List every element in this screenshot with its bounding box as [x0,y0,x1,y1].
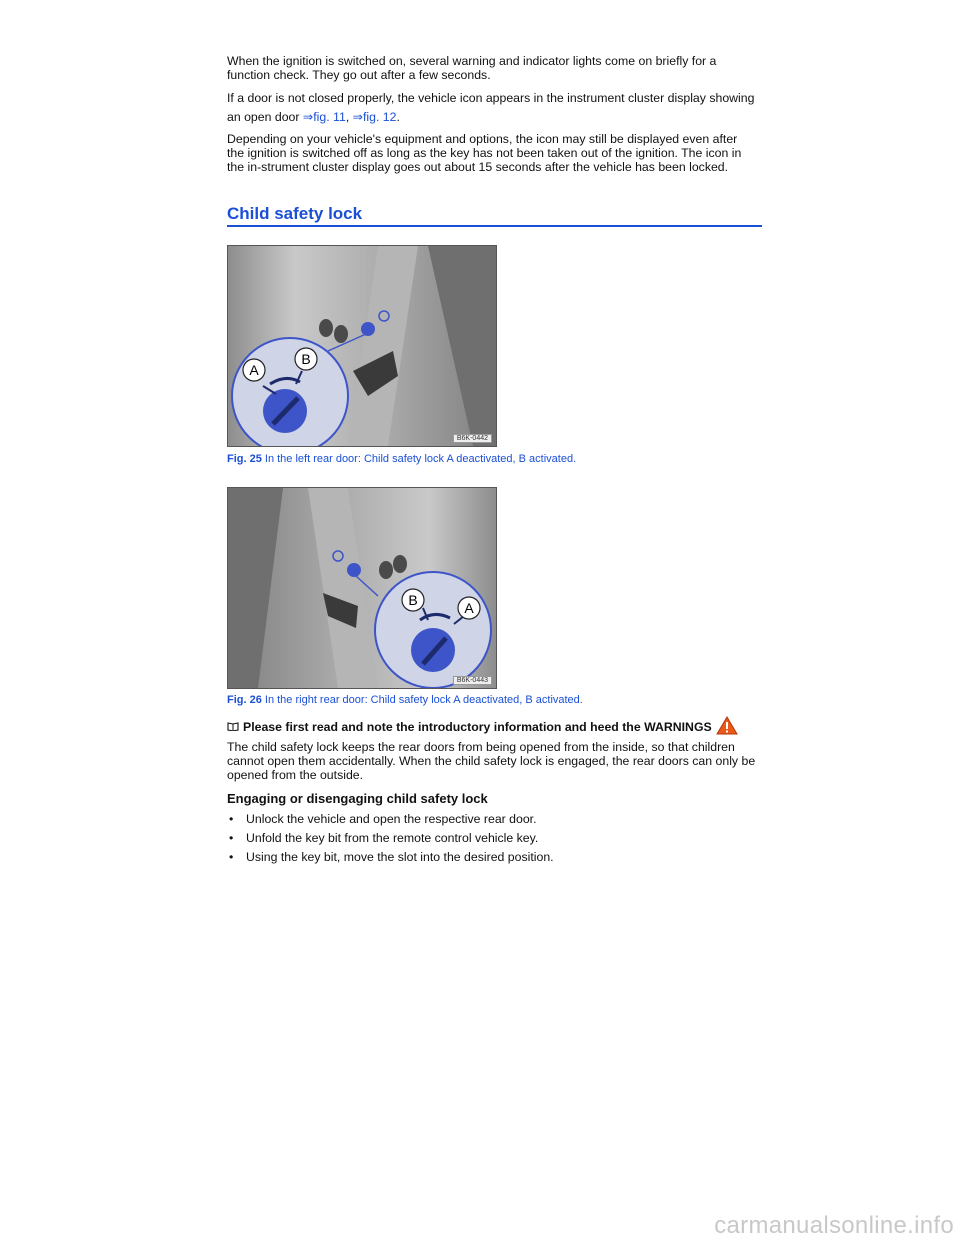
figure-26-caption [227,694,583,706]
fig-11-link[interactable]: fig. 11 [313,110,346,124]
figure-25-caption-text: In the left rear door: Child safety lock A deactivated, B activated. [261,453,577,465]
steps-list [227,807,757,869]
figure-25-number: Fig. 25 [227,453,262,465]
sentence-end: . [396,110,400,124]
list-item: • Unfold the key bit from the remote control vehicle key. [227,831,757,845]
fig-12-link[interactable]: fig. 12 [362,110,397,124]
book-icon [227,720,239,734]
link-separator: , [345,110,353,124]
figure-26-label-b: B [408,592,418,608]
watermark: carmanualsonline.info [714,1212,954,1239]
figure-26-number: Fig. 26 [227,694,262,706]
arrow-icon: ⇒ [352,110,363,124]
list-item: • Unlock the vehicle and open the respective rear door. [227,812,757,826]
figure-26-caption-text: In the right rear door: Child safety lock A deactivated, B activated. [261,694,583,706]
section-title: Child safety lock [227,204,762,227]
intro-note [227,716,738,738]
figure-26-image [227,487,497,689]
figure-25-label-a: A [249,362,259,378]
list-item: • Using the key bit, move the slot into the desired position. [227,850,757,864]
arrow-icon: ⇒ [302,110,314,124]
figure-25-label-b: B [301,351,311,367]
figure-25-image [227,245,497,447]
intro-paragraph-3: Depending on your vehicle's equipment and options, the icon may still be displayed even after the ignition is switched off as long as the key has not been taken out of the ignition. The icon in the in-strument cluster display goes out about 15 seconds after the vehicle has been locked. [227,132,742,174]
subheading: Engaging or disengaging child safety lock [227,791,488,806]
intro-paragraph-1: When the ignition is switched on, several warning and indicator lights come on briefly for a function check. They go out after a few seconds. [227,54,717,82]
warning-triangle-icon[interactable] [716,716,738,738]
figure-26-code: B6K-0443 [453,676,492,685]
intro-paragraph-2-text: If a door is not closed properly, the vehicle icon appears in the instrument cluster display showing an open door [227,91,755,124]
figure-25-code: B6K-0442 [453,434,492,443]
body-paragraph: The child safety lock keeps the rear doors from being opened from the inside, so that children cannot open them accidentally. When the child safety lock is engaged, the rear doors can only be opened from the outside. [227,740,756,782]
intro-paragraph-2 [227,89,757,127]
figure-25-caption [227,453,576,465]
note-text: Please first read and note the introductory information and heed the WARNINGS [243,720,712,734]
figure-26-label-a: A [464,600,474,616]
